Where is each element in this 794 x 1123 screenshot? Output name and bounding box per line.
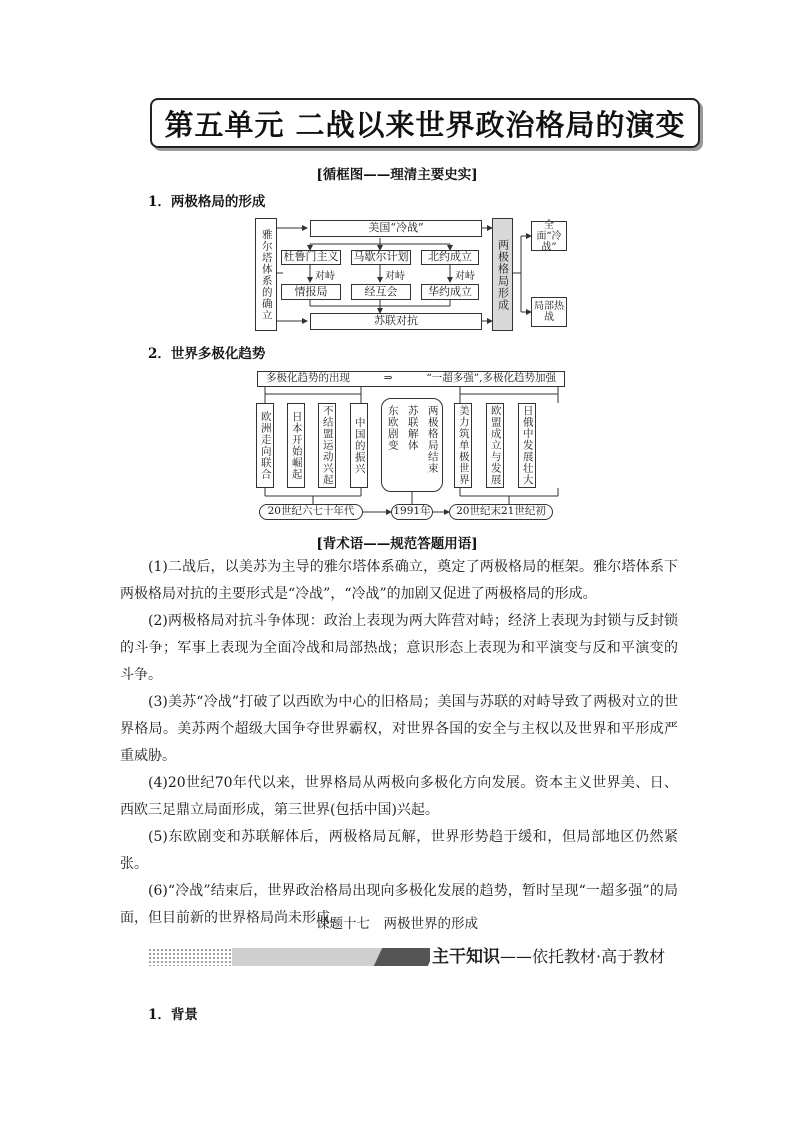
banner-sub: ——依托教材·高于教材 bbox=[500, 947, 666, 966]
box-era-60s70s: 20世纪六七十年代 bbox=[259, 504, 363, 520]
box-eu-develop: 欧盟成立与发展 bbox=[486, 403, 504, 488]
unit-title: 第五单元 二战以来世界政治格局的演变 bbox=[150, 98, 700, 148]
box-cold-war-end-group bbox=[381, 398, 443, 492]
box-jp-ru-cn-grow: 日俄中发展壮大 bbox=[518, 403, 536, 488]
box-nonaligned-movement: 不结盟运动兴起 bbox=[318, 403, 336, 488]
heading-multipolar-trend: 2．世界多极化趋势 bbox=[148, 346, 266, 362]
label-one-super-many-strong: “一超多强”,多极化趋势加强 bbox=[426, 372, 556, 385]
lesson-title: 课题十七 两极世界的形成 bbox=[316, 916, 478, 932]
box-nato: 北约成立 bbox=[421, 250, 479, 265]
paragraph-1: (1)二战后，以美苏为主导的雅尔塔体系确立，奠定了两极格局的框架。雅尔塔体系下两极格局对抗的主要形式是“冷战”，“冷战”的加剧又促进了两极格局的形成。 bbox=[120, 559, 678, 602]
banner-label bbox=[430, 945, 794, 969]
box-us-cold-war: 美国“冷战” bbox=[310, 220, 482, 237]
box-bipolar-formed: 两极格局形成 bbox=[492, 218, 513, 331]
section-banner bbox=[148, 945, 666, 969]
terms-paragraphs bbox=[120, 554, 678, 932]
label-duizhi-2: 对峙 bbox=[385, 271, 405, 282]
label-duizhi-1: 对峙 bbox=[315, 271, 335, 282]
label-bipolar-end: 两极格局结束 bbox=[426, 405, 439, 474]
heading-background: 1．背景 bbox=[148, 1007, 198, 1023]
label-east-europe-upheaval: 东欧剧变 bbox=[386, 405, 399, 451]
diagram-multipolar-trend bbox=[255, 370, 568, 522]
diagram-bipolar-formation bbox=[255, 218, 575, 333]
label-multipolar-emerge: 多极化趋势的出现 bbox=[266, 372, 350, 385]
box-china-rejuvenation: 中国的振兴 bbox=[350, 403, 368, 488]
label-duizhi-3: 对峙 bbox=[455, 271, 475, 282]
box-marshall-plan: 马歇尔计划 bbox=[351, 250, 411, 265]
paragraph-4: (4)20世纪70年代以来，世界格局从两极向多极化方向发展。资本主义世界美、日、西欧三足鼎立局面形成，第三世界(包括中国)兴起。 bbox=[120, 775, 678, 818]
box-local-hot-war: 局部热战 bbox=[531, 297, 567, 327]
box-era-turn-of-century: 20世纪末21世纪初 bbox=[449, 504, 553, 520]
paragraph-5: (5)东欧剧变和苏联解体后，两极格局瓦解，世界形势趋于缓和，但局部地区仍然紧张。 bbox=[120, 829, 678, 872]
banner-slash-decoration bbox=[374, 948, 436, 966]
box-era-1991: 1991年 bbox=[391, 504, 433, 520]
box-japan-rise: 日本开始崛起 bbox=[287, 403, 305, 488]
banner-dots-decoration bbox=[148, 948, 232, 966]
paragraph-6: (6)“冷战”结束后，世界政治格局出现向多极化发展的趋势，暂时呈现“一超多强”的局面，但目前新的世界格局尚未形成。 bbox=[120, 883, 678, 926]
heading-bipolar-formation: 1．两极格局的形成 bbox=[148, 194, 266, 210]
box-europe-unite: 欧洲走向联合 bbox=[256, 403, 274, 488]
paragraph-3: (3)美苏“冷战”打破了以西欧为中心的旧格局；美国与苏联的对峙导致了两极对立的世界格局。美苏两个超级大国争夺世界霸权，对世界各国的安全与主权以及世界和平形成严重威胁。 bbox=[120, 694, 678, 764]
banner-main: 主干知识 bbox=[432, 947, 500, 967]
paragraph-2: (2)两极格局对抗斗争体现：政治上表现为两大阵营对峙；经济上表现为封锁与反封锁的斗争；军事上表现为全面冷战和局部热战；意识形态上表现为和平演变与反和平演变的斗争。 bbox=[120, 613, 678, 683]
box-us-unipolar: 美力筑单极世界 bbox=[454, 403, 472, 488]
box-truman-doctrine: 杜鲁门主义 bbox=[281, 250, 341, 265]
label-ussr-collapse: 苏联解体 bbox=[406, 405, 419, 451]
arrow-double-icon: ⇒ bbox=[383, 372, 393, 385]
box-warsaw-pact: 华约成立 bbox=[421, 284, 479, 300]
box-su-confrontation: 苏联对抗 bbox=[310, 313, 482, 330]
section-terms-heading: [背术语——规范答题用语] bbox=[316, 536, 478, 552]
box-yalta-system: 雅尔塔体系的确立 bbox=[255, 218, 277, 331]
section-frame-heading: [循框图——理清主要史实] bbox=[316, 167, 478, 183]
box-full-cold-war: 全面“冷战” bbox=[531, 221, 567, 251]
box-multipolar-top-bar bbox=[257, 371, 565, 387]
box-cominform: 情报局 bbox=[281, 284, 341, 300]
box-comecon: 经互会 bbox=[351, 284, 411, 300]
